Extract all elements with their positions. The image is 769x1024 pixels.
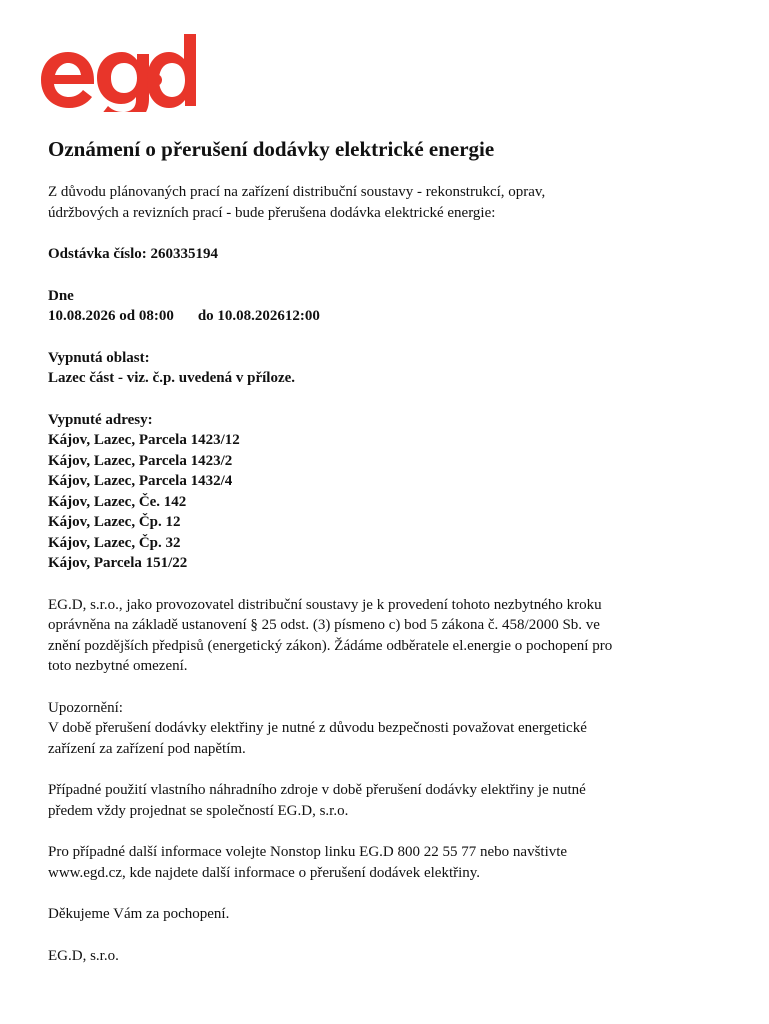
logo-letter-e <box>41 52 94 108</box>
area-label: Vypnutá oblast: <box>48 349 150 366</box>
backup-text: Případné použití vlastního náhradního zdroje v době přerušení dodávky elektřiny je nutné <box>48 782 586 798</box>
date-from: 10.08.2026 od 08:00 <box>48 308 174 324</box>
backup-text: předem vždy projednat se společností EG.D, s.r.o. <box>48 802 349 819</box>
addresses-label: Vypnuté adresy: <box>48 411 153 428</box>
thanks-text: Děkujeme Vám za pochopení. <box>48 906 230 922</box>
legal-text: EG.D, s.r.o., jako provozovatel distribuční soustavy je k provedení tohoto nezbytného kroku <box>48 596 602 613</box>
warning-text: zařízení za zařízení pod napětím. <box>48 740 246 757</box>
address-item: Kájov, Lazec, Čp. 12 <box>48 514 181 530</box>
date-range <box>48 306 738 327</box>
legal-text: toto nezbytné omezení. <box>48 658 188 674</box>
address-item: Kájov, Lazec, Parcela 1423/12 <box>48 432 240 448</box>
intro-line: údržbových a revizních prací - bude přerušena dodávka elektrické energie: <box>48 204 496 221</box>
date-to: do 10.08.202612:00 <box>197 308 320 324</box>
info-text: www.egd.cz, kde najdete další informace o přerušení dodávek elektřiny. <box>48 864 481 881</box>
logo-letter-d <box>147 34 196 108</box>
outage-number: Odstávka číslo: 260335194 <box>48 246 219 262</box>
address-item: Kájov, Lazec, Parcela 1423/2 <box>48 452 233 469</box>
page-title: Oznámení o přerušení dodávky elektrické energie <box>48 137 495 161</box>
date-label: Dne <box>48 287 74 304</box>
legal-text: oprávněna na základě ustanovení § 25 odst. (3) písmeno c) bod 5 zákona č. 458/2000 Sb. ve <box>48 617 600 633</box>
intro-line: Z důvodu plánovaných prací na zařízení distribuční soustavy - rekonstrukcí, oprav, <box>48 184 546 200</box>
warning-text: V době přerušení dodávky elektřiny je nutné z důvodu bezpečnosti považovat energetické <box>48 720 587 736</box>
egd-logo <box>38 32 198 112</box>
address-item: Kájov, Parcela 151/22 <box>48 555 188 571</box>
warning-label: Upozornění: <box>48 699 123 716</box>
logo-letter-g <box>97 52 149 112</box>
notice-body <box>48 136 738 966</box>
info-text: Pro případné další informace volejte Nonstop linku EG.D 800 22 55 77 nebo navštivte <box>48 844 568 860</box>
address-item: Kájov, Lazec, Parcela 1432/4 <box>48 473 233 489</box>
legal-text: znění pozdějších předpisů (energetický zákon). Žádáme odběratele el.energie o pochopení pro <box>48 637 613 654</box>
address-item: Kájov, Lazec, Čp. 32 <box>48 534 181 551</box>
signature: EG.D, s.r.o. <box>48 947 119 964</box>
address-item: Kájov, Lazec, Če. 142 <box>48 493 187 510</box>
area-value: Lazec část - viz. č.p. uvedená v příloze. <box>48 370 296 386</box>
